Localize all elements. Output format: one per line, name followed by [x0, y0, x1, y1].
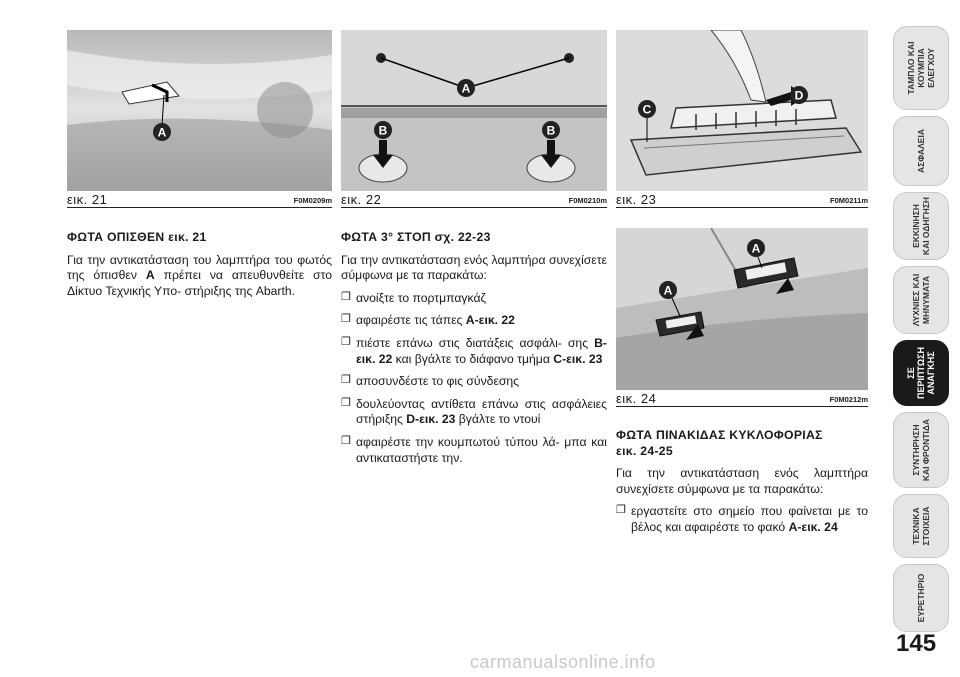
reverse-lights-heading: ΦΩΤΑ ΟΠΙΣΘΕΝ εικ. 21: [67, 230, 207, 244]
tab-technical-data[interactable]: ΤΕΧΝΙΚΑ ΣΤΟΙΧΕΙΑ: [893, 494, 949, 558]
third-brake-light-heading: ΦΩΤΑ 3° ΣΤΟΠ σχ. 22-23: [341, 230, 491, 244]
figure-21-marker-a: A: [157, 125, 167, 140]
figure-23-caption-row: [616, 191, 868, 208]
page-number: 145: [896, 630, 937, 657]
plate-lights-section: [616, 428, 868, 543]
reverse-lights-body: Για την αντικατάσταση του λαμπτήρα του φωτός της όπισθεν A πρέπει να απευθυνθείτε στο Δίκτυο Τεχνικής Υπο- στήριξης της Abarth.: [67, 252, 332, 298]
step-disconnect-plug: ❐ αποσυνδέστε το φις σύνδεσης: [341, 374, 607, 390]
figure-22-marker-b-right: B: [546, 123, 556, 138]
reverse-lights-section: [67, 230, 332, 306]
third-brake-light-section: [341, 230, 607, 473]
step-open-boot: ❐ ανοίξτε το πορτμπαγκάζ: [341, 291, 607, 307]
figure-23-marker-c: C: [642, 102, 652, 117]
figure-23-caption: εικ. 23: [616, 192, 657, 207]
step-remove-lens: ❐ εργαστείτε στο σημείο που φαίνεται με το βέλος και αφαιρέστε το φακό A-εικ. 24: [616, 504, 868, 535]
figure-24-marker-a-right: A: [751, 241, 761, 256]
step-remove-caps: ❐ αφαιρέστε τις τάπες A-εικ. 22: [341, 313, 607, 329]
figure-23-code: F0M0211m: [830, 196, 868, 205]
step-remove-holder: ❐ δουλεύοντας αντίθετα επάνω στις ασφάλειες στήριξης D-εικ. 23 βγάλτε το ντουί: [341, 397, 607, 428]
figure-22-marker-b-left: B: [378, 123, 388, 138]
tab-warning-lights[interactable]: ΛΥΧΝΙΕΣ ΚΑΙ ΜΗΝΥΜΑΤΑ: [893, 266, 949, 334]
plate-lights-heading: ΦΩΤΑ ΠΙΝΑΚΙΔΑΣ ΚΥΚΛΟΦΟΡΙΑΣ: [616, 428, 823, 442]
plate-lights-intro: Για την αντικατάσταση ενός λαμπτήρα συνεχίσετε σύμφωνα με τα παρακάτω:: [616, 466, 868, 496]
step-press-fasteners: ❐ πιέστε επάνω στις διατάξεις ασφάλι- σης B-εικ. 22 και βγάλτε το διάφανο τμήμα C-εικ. 23: [341, 336, 607, 367]
figure-23-marker-d: D: [794, 88, 804, 103]
tab-dashboard-controls[interactable]: ΤΑΜΠΛΟ ΚΑΙ ΚΟΥΜΠΙΑ ΕΛΕΓΧΟΥ: [893, 26, 949, 110]
tab-emergency[interactable]: ΣΕ ΠΕΡΙΠΤΩΣΗ ΑΝΑΓΚΗΣ: [893, 340, 949, 406]
figure-22-caption-row: [341, 191, 607, 208]
step-replace-bulb: ❐ αφαιρέστε την κουμπωτού τύπου λά- μπα και αντικαταστήστε την.: [341, 435, 607, 466]
figure-22-code: F0M0210m: [568, 196, 607, 205]
tab-index[interactable]: ΕΥΡΕΤΗΡΙΟ: [893, 564, 949, 632]
figure-24-image: [616, 228, 868, 390]
figure-24-marker-a-left: A: [663, 283, 673, 298]
figure-21-code: F0M0209m: [293, 196, 332, 205]
watermark: carmanualsonline.info: [470, 652, 656, 672]
figure-24-code: F0M0212m: [829, 395, 868, 404]
figure-21-image: [67, 30, 332, 191]
plate-lights-figref: εικ. 24-25: [616, 443, 673, 458]
figure-23-image: [616, 30, 868, 191]
figure-24-caption: εικ. 24: [616, 391, 657, 406]
figure-22-caption: εικ. 22: [341, 192, 382, 207]
figure-21-caption: εικ. 21: [67, 192, 108, 207]
figure-21-caption-row: [67, 191, 332, 208]
figure-22-image: [341, 30, 607, 191]
third-brake-light-intro: Για την αντικατάσταση ενός λαμπτήρα συνεχίσετε σύμφωνα με τα παρακάτω:: [341, 252, 607, 283]
tab-maintenance[interactable]: ΣΥΝΤΗΡΗΣΗ ΚΑΙ ΦΡΟΝΤΙΔΑ: [893, 412, 949, 488]
tab-safety[interactable]: ΑΣΦΑΛΕΙΑ: [893, 116, 949, 186]
tab-starting-driving[interactable]: ΕΚΚΙΝΗΣΗ ΚΑΙ ΟΔΗΓΗΣΗ: [893, 192, 949, 260]
figure-22-marker-a: A: [461, 81, 471, 96]
figure-24-caption-row: [616, 390, 868, 407]
